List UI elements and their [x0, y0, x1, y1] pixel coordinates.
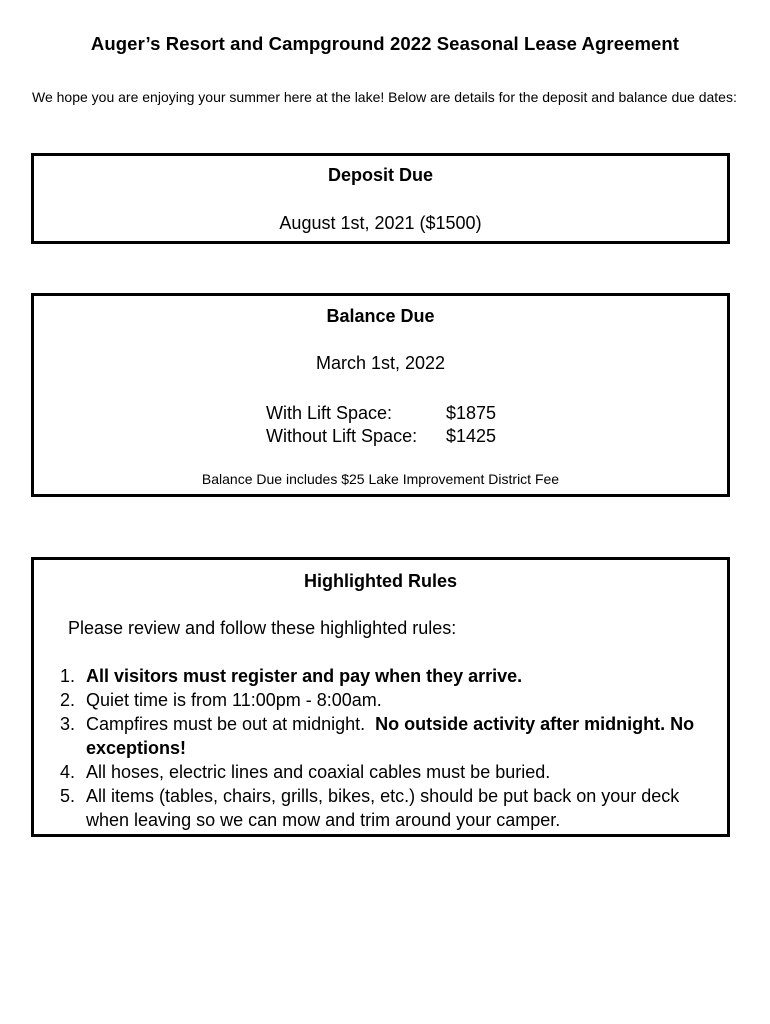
rule-bold-tail: No outside activity after midnight. No exceptions!: [86, 714, 695, 758]
intro-paragraph: We hope you are enjoying your summer here at the lake! Below are details for the deposit and balance due dates:: [32, 89, 737, 105]
rule-text: [86, 664, 710, 688]
balance-fee-note: Balance Due includes $25 Lake Improvement District Fee: [201, 471, 560, 487]
rules-list: [60, 664, 710, 832]
balance-row-label: With Lift Space:: [266, 403, 393, 423]
balance-amount-table: [266, 402, 496, 448]
rule-number: 4.: [60, 762, 76, 782]
rule-item: [60, 784, 710, 832]
document-title: Auger’s Resort and Campground 2022 Seasonal Lease Agreement: [90, 33, 680, 54]
rule-number: 5.: [60, 786, 76, 806]
balance-row-label: Without Lift Space:: [266, 426, 418, 446]
rule-number: 1.: [60, 666, 76, 686]
balance-row-without-lift: [266, 425, 496, 448]
deposit-due-box: [31, 153, 730, 244]
balance-due-heading: Balance Due: [326, 306, 435, 326]
highlighted-rules-heading: Highlighted Rules: [304, 571, 457, 591]
rules-intro-text: Please review and follow these highlighted rules:: [68, 618, 457, 638]
balance-due-box: [31, 293, 730, 497]
balance-row-with-lift: [266, 402, 496, 425]
rule-item: [60, 712, 710, 760]
deposit-due-heading: Deposit Due: [327, 165, 433, 185]
rule-number: 3.: [60, 714, 76, 734]
rule-item: [60, 688, 710, 712]
rule-text: All items (tables, chairs, grills, bikes, etc.) should be put back on your deck when leaving so we can mow and trim around your camper.: [86, 786, 680, 830]
balance-due-date: March 1st, 2022: [315, 353, 446, 373]
balance-row-amount: $1425: [446, 426, 497, 446]
highlighted-rules-box: [31, 557, 730, 837]
rule-text: All hoses, electric lines and coaxial cables must be buried.: [86, 762, 551, 782]
rule-bold-text: All visitors must register and pay when they arrive.: [86, 666, 523, 686]
deposit-date-amount: August 1st, 2021 ($1500): [279, 213, 482, 233]
rule-plain-text: Campfires must be out at midnight.: [86, 714, 376, 734]
rule-number: 2.: [60, 690, 76, 710]
balance-row-amount: $1875: [446, 403, 497, 423]
rule-text: [86, 712, 710, 760]
rule-text: Quiet time is from 11:00pm - 8:00am.: [86, 690, 382, 710]
rule-item: [60, 664, 710, 688]
rule-item: [60, 760, 710, 784]
